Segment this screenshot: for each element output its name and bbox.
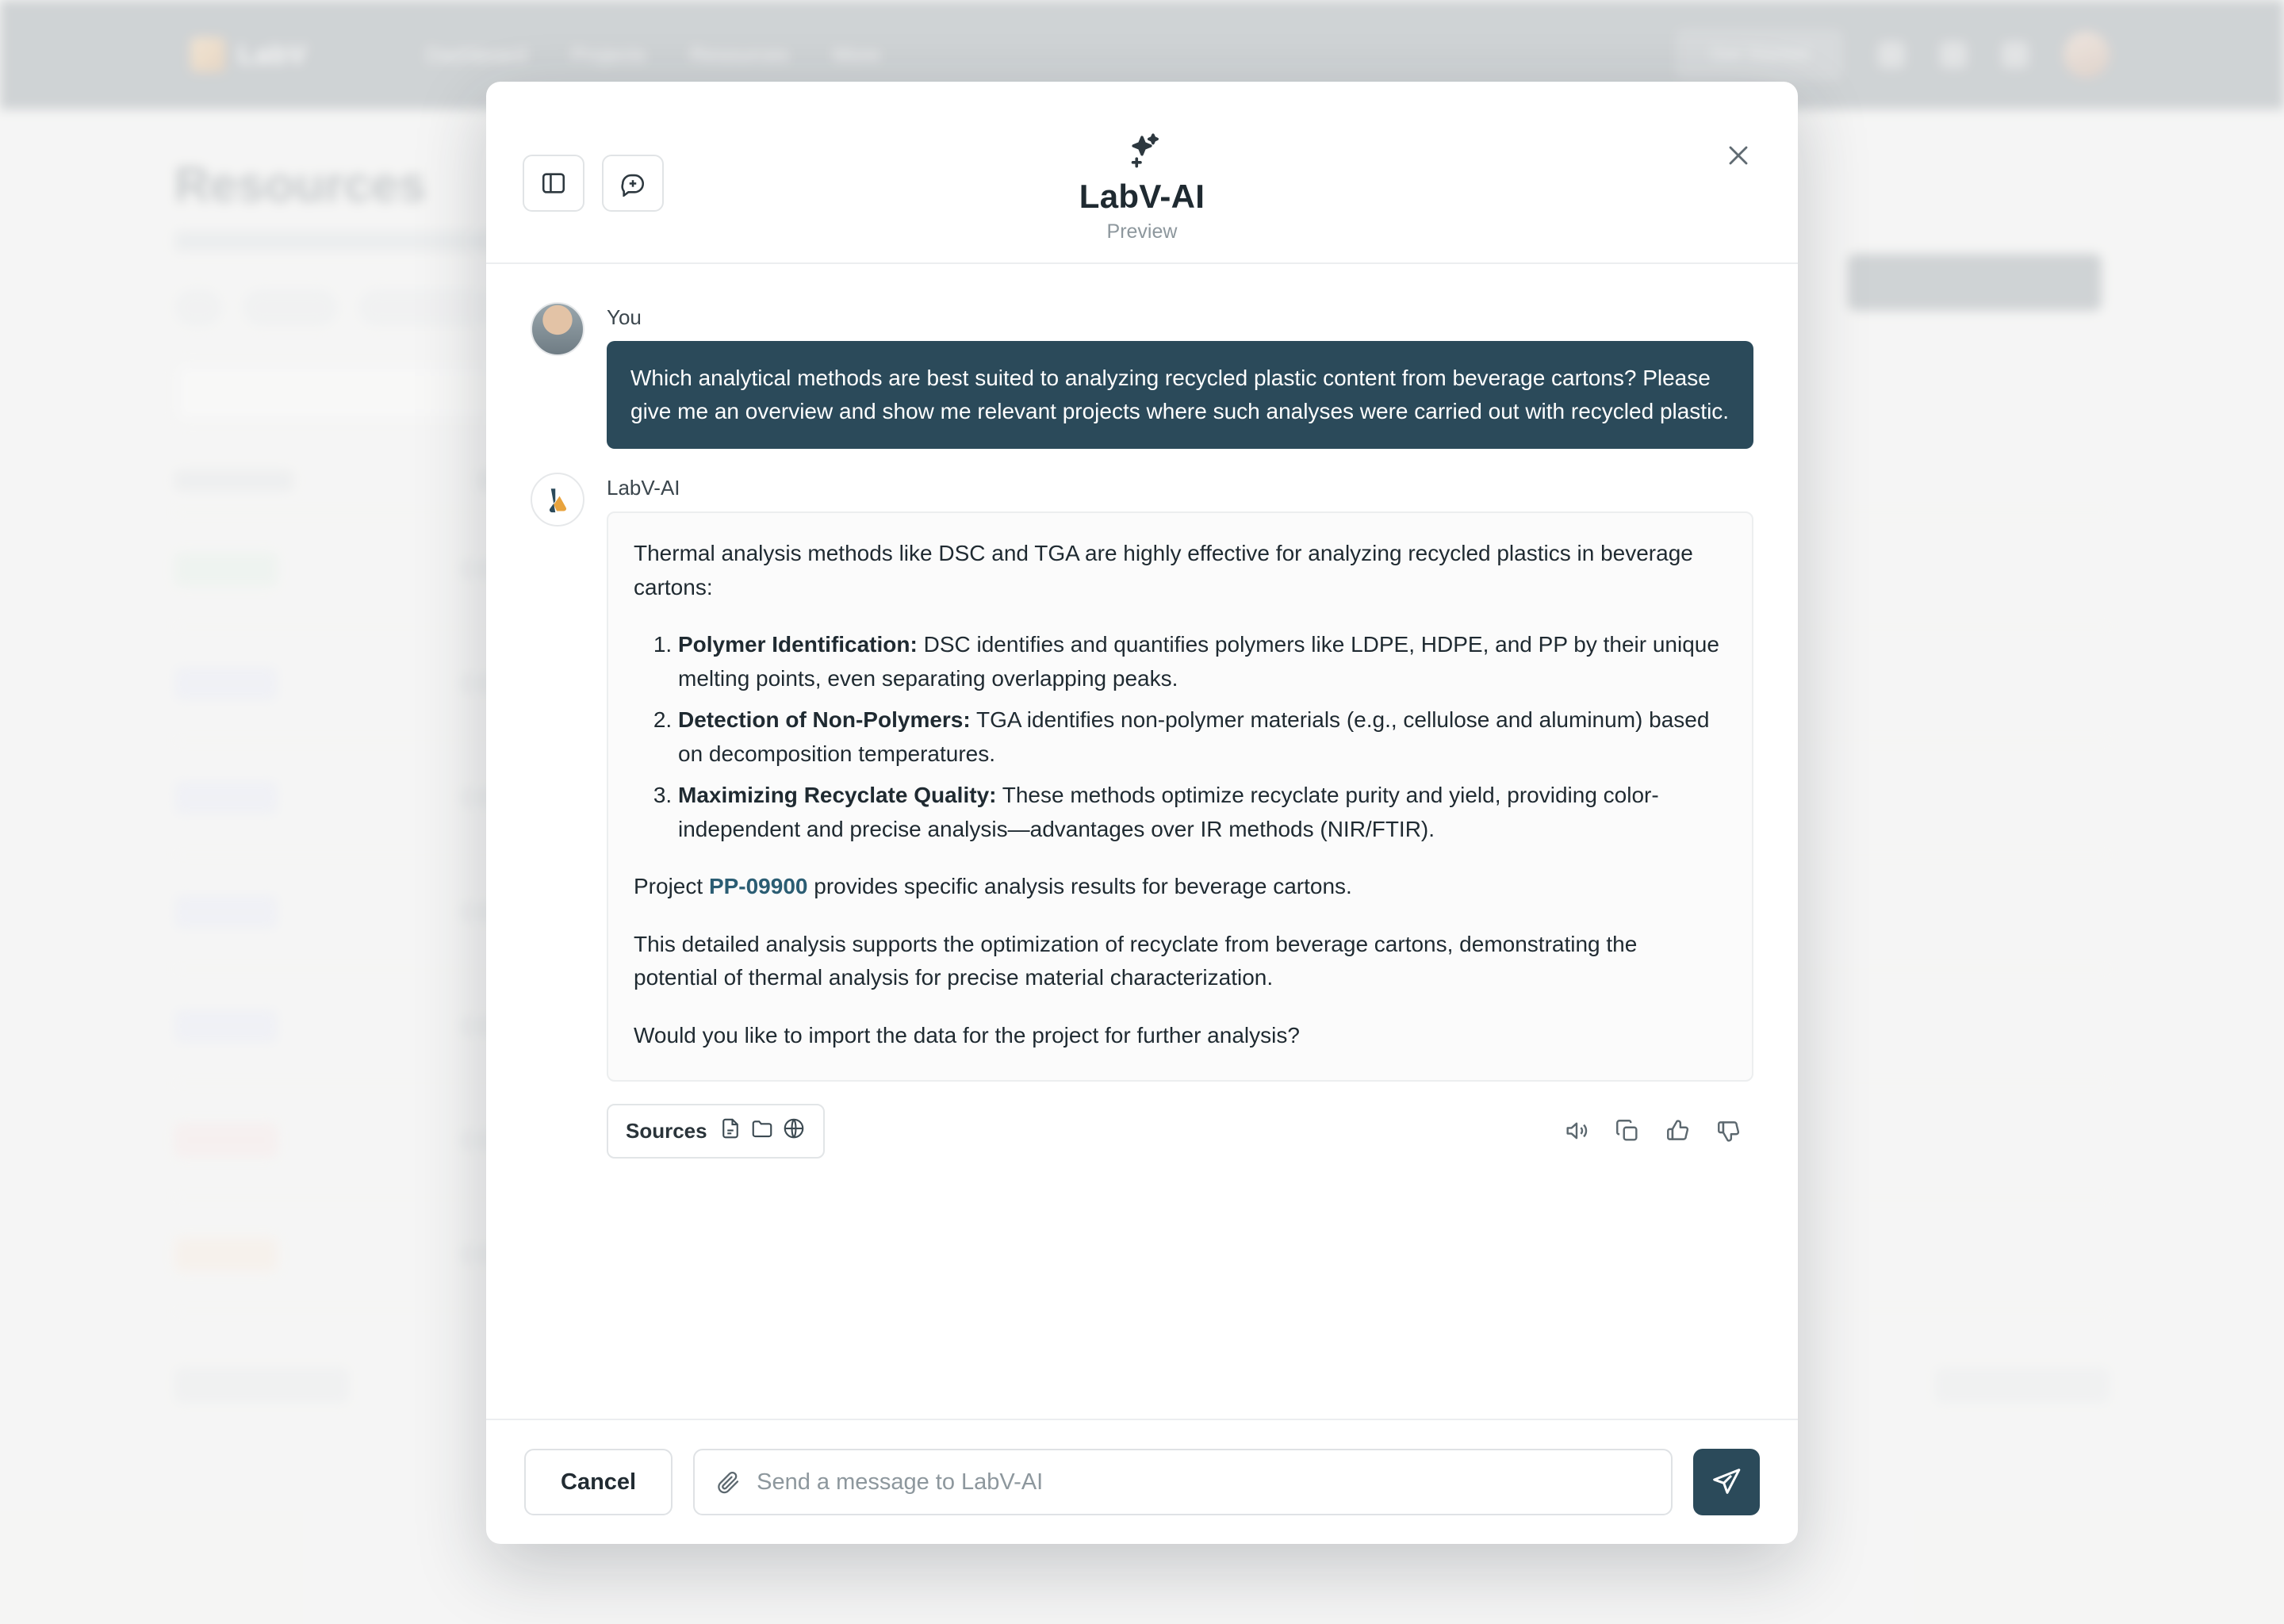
message-input-wrapper[interactable] [693,1449,1673,1515]
sources-label: Sources [626,1118,707,1143]
send-button[interactable] [1693,1449,1760,1515]
feedback-icon-group [1563,1117,1753,1144]
list-item-term: Maximizing Recyclate Quality: [678,783,997,808]
avatar [531,302,584,356]
list-item-text: These methods optimize recyclate purity and yield, providing color-independent and precise analysis—advantages over IR methods (NIR/FTIR). [678,783,1659,841]
list-item [678,779,1726,846]
project-line-prefix: Project [634,874,709,899]
page-title: LabV-AI [1079,178,1205,215]
message-author: LabV-AI [607,476,680,500]
conversation-area[interactable] [486,264,1798,1419]
cancel-button[interactable]: Cancel [524,1449,673,1515]
speaker-icon[interactable] [1563,1117,1590,1144]
list-item-term: Polymer Identification: [678,632,918,657]
message-author: You [607,305,642,329]
copy-icon[interactable] [1614,1117,1641,1144]
thumbs-down-icon[interactable] [1715,1117,1742,1144]
labv-ai-avatar [531,473,584,527]
answer-intro: Thermal analysis methods like DSC and TGA are highly effective for analyzing recycled plastics in beverage cartons: [634,541,1693,599]
list-item [678,703,1726,771]
answer-list [634,628,1726,846]
labv-ai-chat-modal [486,82,1798,1544]
thumbs-up-icon[interactable] [1665,1117,1692,1144]
answer-paragraph-2: This detailed analysis supports the optimization of recyclate from beverage cartons, demonstrating the potential of thermal analysis for precise material characterization. [634,931,1638,990]
document-icon[interactable] [719,1116,742,1146]
answer-actions [607,1104,1753,1159]
modal-title-block [486,129,1798,243]
message-composer [486,1419,1798,1544]
assistant-message-text [607,511,1753,1082]
user-message [531,302,1753,449]
assistant-message-body [607,473,1753,1159]
list-item-text: TGA identifies non-polymer materials (e.g., cellulose and aluminum) based on decomposition temperatures. [678,707,1710,766]
preview-badge: Preview [1106,220,1178,243]
sources-button[interactable] [607,1104,825,1159]
project-link[interactable]: PP-09900 [708,874,808,899]
user-message-text: Which analytical methods are best suited to analyzing recycled plastic content from beverage cartons? Please give me an overview and show me relevant projects where such analyses were carried out with recycled plastic. [607,341,1753,449]
assistant-message [531,473,1753,1159]
user-message-body [607,302,1753,449]
project-line-suffix: provides specific analysis results for beverage cartons. [807,874,1352,899]
folder-icon[interactable] [750,1116,774,1146]
paperclip-icon[interactable] [715,1469,741,1495]
source-icon-group [719,1116,806,1146]
answer-paragraph-3: Would you like to import the data for the project for further analysis? [634,1023,1300,1048]
close-icon[interactable] [1720,137,1757,174]
list-item [678,628,1726,695]
project-reference-line [634,870,1726,904]
modal-header [486,82,1798,264]
list-item-term: Detection of Non-Polymers: [678,707,971,733]
globe-icon[interactable] [782,1116,806,1146]
message-input[interactable] [755,1469,1650,1496]
sparkles-icon [486,129,1798,176]
list-item-text: DSC identifies and quantifies polymers like LDPE, HDPE, and PP by their unique melting points, even separating overlapping peaks. [678,632,1719,691]
